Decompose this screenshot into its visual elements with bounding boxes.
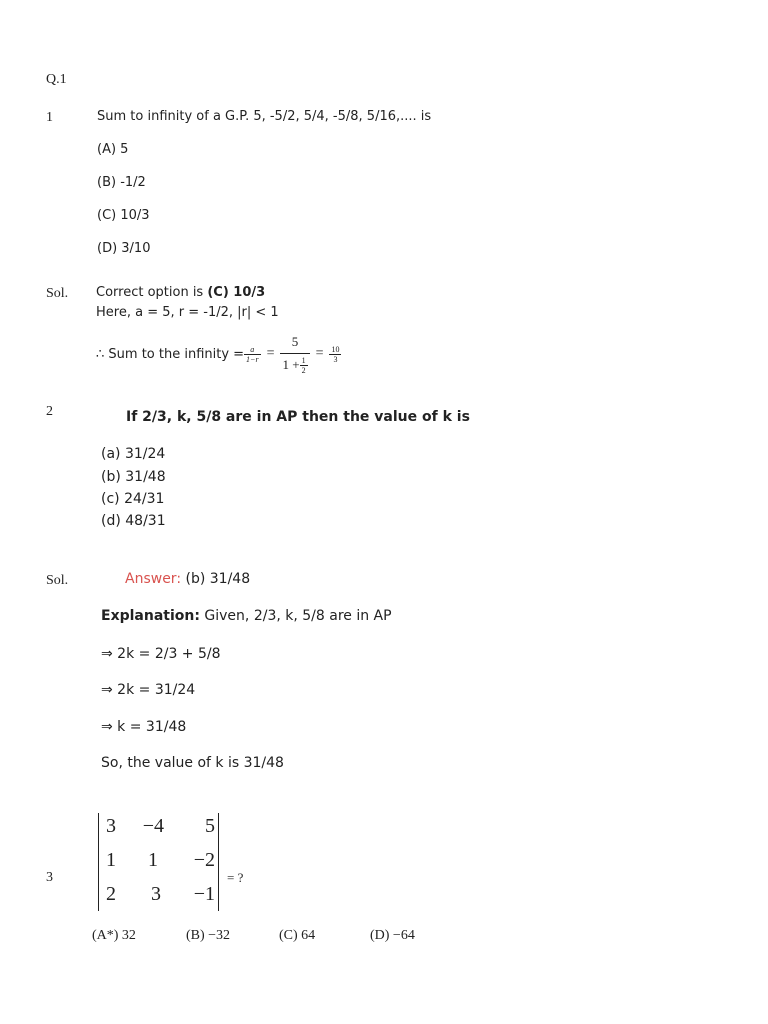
matrix-cell: −1 (193, 883, 215, 905)
question-2-text: If 2/3, k, 5/8 are in AP then the value of k is (126, 409, 470, 425)
solution-2-step-1: ⇒ 2k = 2/3 + 5/8 (101, 646, 221, 662)
matrix-cell: 1 (148, 849, 158, 871)
matrix-cell: 5 (205, 815, 215, 837)
solution-2-step-2: ⇒ 2k = 31/24 (101, 682, 196, 698)
fraction-a-over-1-minus-r (244, 345, 261, 364)
matrix-cell: 3 (106, 815, 116, 837)
explanation-label: Explanation: (101, 608, 200, 624)
question-header: Q.1 (46, 72, 67, 87)
q2-option-b[interactable]: (b) 31/48 (101, 469, 166, 485)
solution-1-label: Sol. (46, 286, 69, 301)
fraction-5-over-1-plus-half (280, 334, 309, 375)
fraction-numerator: 5 (280, 334, 309, 354)
q3-option-b[interactable]: (B) −32 (186, 928, 231, 943)
question-3-number: 3 (46, 870, 53, 885)
solution-2-explanation (101, 608, 392, 624)
determinant-right-bar (218, 813, 219, 911)
q2-option-a[interactable]: (a) 31/24 (101, 446, 166, 462)
fraction-denominator: 1−r (246, 354, 259, 364)
solution-1-here: Here, a = 5, r = -1/2, |r| < 1 (96, 305, 279, 320)
explanation-text: Given, 2/3, k, 5/8 are in AP (199, 608, 392, 624)
matrix-cell: 3 (151, 883, 161, 905)
determinant-equals: = ? (227, 870, 244, 885)
q3-option-a[interactable]: (A*) 32 (92, 928, 136, 943)
denominator-one-plus: 1 + (282, 357, 300, 372)
q2-option-d[interactable]: (d) 48/31 (101, 513, 166, 529)
q3-option-c[interactable]: (C) 64 (279, 928, 316, 943)
question-1-number: 1 (46, 110, 53, 125)
determinant (98, 813, 223, 911)
answer-label: Answer: (125, 571, 182, 587)
matrix-cell: −2 (193, 849, 215, 871)
half-denominator: 2 (301, 365, 306, 375)
q2-option-c[interactable]: (c) 24/31 (101, 491, 165, 507)
fraction-10-over-3 (329, 345, 341, 364)
solution-1-formula (96, 334, 341, 374)
fraction-numerator: a (244, 345, 261, 355)
solution-1-correct (96, 285, 265, 300)
fraction-denominator: 3 (333, 354, 338, 364)
question-2-number: 2 (46, 404, 53, 419)
fraction-denominator (280, 354, 309, 375)
fraction-half (300, 356, 308, 375)
equals-sign: = (266, 346, 275, 361)
solution-2-step-3: ⇒ k = 31/48 (101, 719, 187, 735)
half-numerator: 1 (301, 355, 306, 365)
q1-option-b[interactable]: (B) -1/2 (97, 175, 146, 190)
question-1-text: Sum to infinity of a G.P. 5, -5/2, 5/4, -5/8, 5/16,.... is (97, 109, 432, 124)
solution-2-label: Sol. (46, 573, 69, 588)
fraction-numerator: 10 (331, 344, 340, 354)
matrix-cell: 1 (106, 849, 116, 871)
solution-2-answer (125, 571, 250, 587)
q1-option-c[interactable]: (C) 10/3 (97, 208, 150, 223)
matrix-cell: −4 (142, 815, 164, 837)
matrix-cell: 2 (106, 883, 116, 905)
equals-sign: = (315, 346, 324, 361)
correct-prefix: Correct option is (96, 285, 208, 300)
q1-option-a[interactable]: (A) 5 (97, 142, 129, 157)
solution-2-conclusion: So, the value of k is 31/48 (101, 755, 284, 771)
q3-option-d[interactable]: (D) −64 (370, 928, 415, 943)
answer-value: (b) 31/48 (181, 571, 251, 587)
sum-prefix: ∴ Sum to the infinity = (96, 346, 245, 362)
q1-option-d[interactable]: (D) 3/10 (97, 241, 151, 256)
correct-answer: (C) 10/3 (207, 285, 266, 300)
